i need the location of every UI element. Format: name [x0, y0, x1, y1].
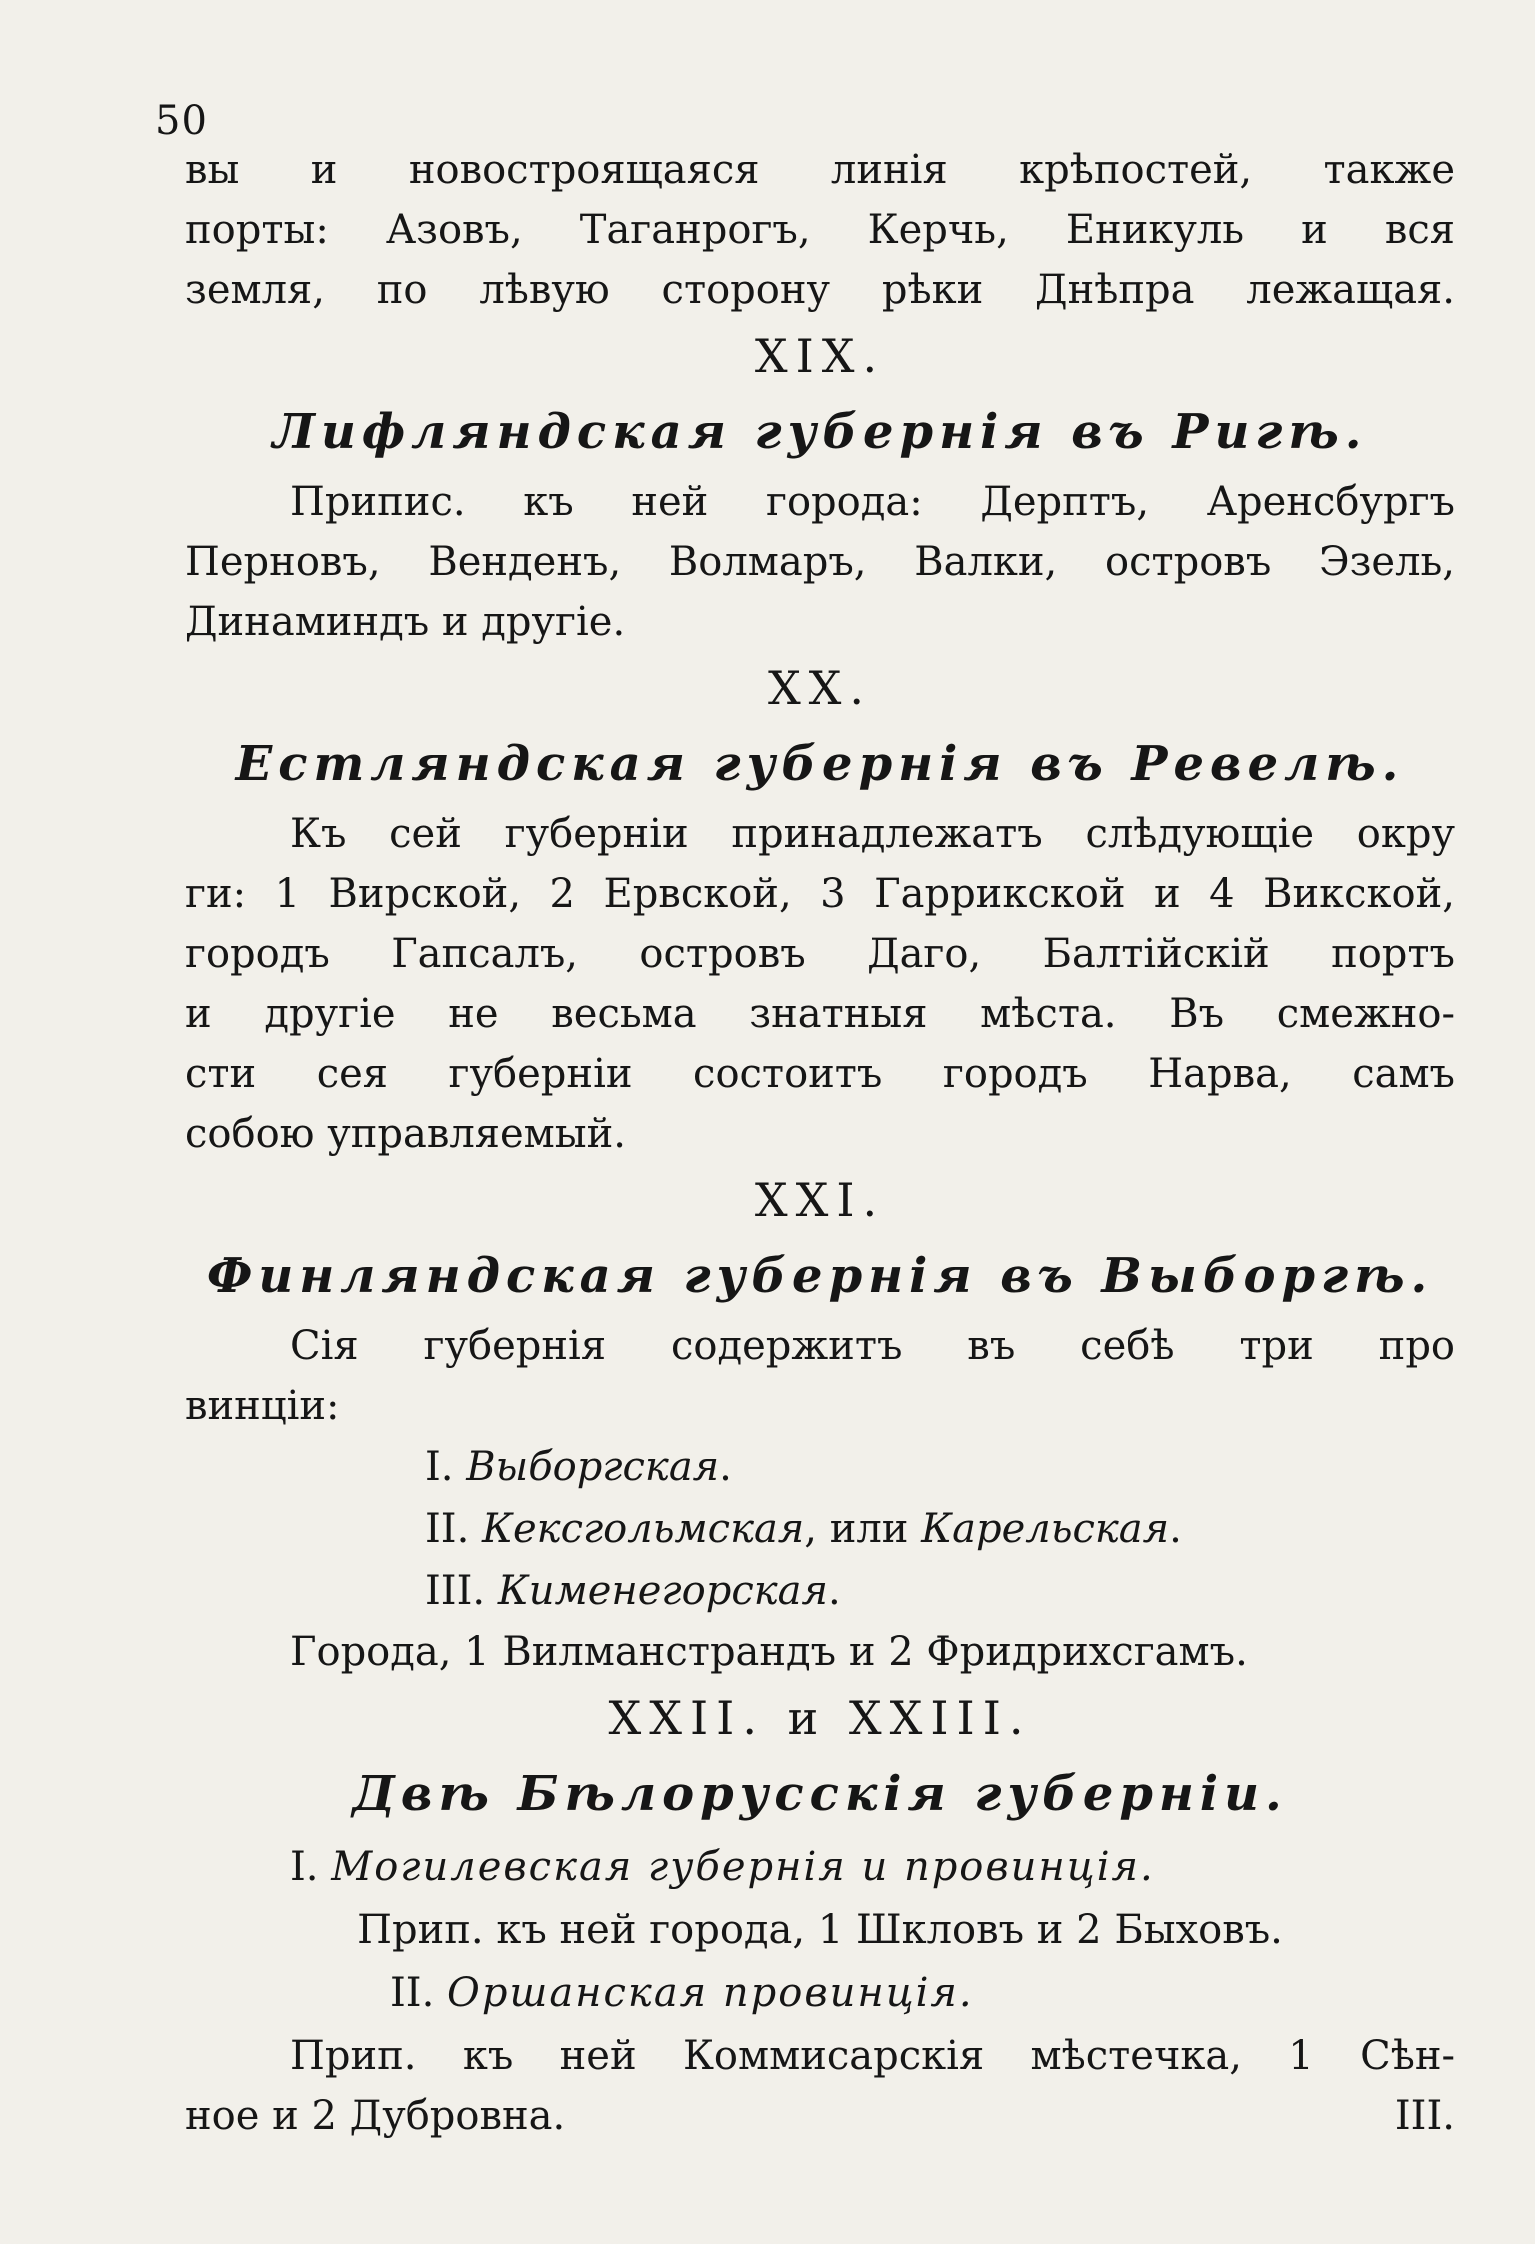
section-xix-line-3: Динаминдъ и другіе. [185, 599, 626, 645]
section-xix-line-1: Припис. къ ней города: Дерптъ, Аренсбургъ [290, 479, 1455, 525]
section-xx-line-4: и другіе не весьма знатныя мѣста. Въ смежно- [185, 991, 1455, 1037]
province-3-rest: . [827, 1568, 841, 1614]
page-text [185, 140, 1455, 2146]
section-xx-line-1: Къ сей губерніи принадлежатъ слѣдующіе окру [290, 811, 1455, 857]
subsection-2-name: Оршанская провинція. [447, 1970, 974, 2016]
province-2-alt-name: Карельская [921, 1506, 1170, 1552]
section-xxi-towns: Города, 1 Вилманстрандъ и 2 Фридрихсгамъ. [290, 1629, 1248, 1675]
section-xix-line-2: Перновъ, Венденъ, Волмаръ, Валки, островъ Эзель, [185, 539, 1455, 585]
page-number: 50 [155, 98, 208, 144]
section-xxi-line-1: Сія губернія содержитъ въ себѣ три про [290, 1323, 1455, 1369]
province-1-rest: . [719, 1444, 732, 1490]
subsection-1-title [185, 1834, 1455, 1900]
province-1-name: Выборгская [466, 1444, 720, 1490]
subsection-2-title [185, 1960, 1455, 2026]
section-xxii-title: Двѣ Бѣлорусскія губерніи. [352, 1766, 1288, 1822]
subsection-1-line: Прип. къ ней города, 1 Шкловъ и 2 Быховъ. [357, 1907, 1283, 1953]
section-xxi-number: XXI. [754, 1173, 886, 1227]
province-2 [185, 1498, 1455, 1560]
subsection-2-line-2: ное и 2 Дубровна. [185, 2093, 566, 2139]
section-xx-title: Естляндская губернія въ Ревелѣ. [235, 736, 1405, 792]
section-xx-number: XX. [767, 661, 873, 715]
section-xx-line-3: городъ Гапсалъ, островъ Даго, Балтійскій портъ [185, 931, 1455, 977]
catchword: III. [1394, 2093, 1455, 2139]
province-1-number: I. [425, 1444, 454, 1490]
intro-line-3: земля, по лѣвую сторону рѣки Днѣпра лежащая. [185, 267, 1455, 313]
last-line [185, 2086, 1455, 2146]
subsection-1-name: Могилевская губернія [331, 1844, 847, 1890]
province-2-rest2: . [1169, 1506, 1182, 1552]
section-xx-line-2: ги: 1 Вирской, 2 Ервской, 3 Гаррикской и 4 Викской, [185, 871, 1455, 917]
intro-line-2: порты: Азовъ, Таганрогъ, Керчь, Еникуль и вся [185, 207, 1455, 253]
subsection-2-line-1: Прип. къ ней Коммисарскія мѣстечка, 1 Сѣн- [290, 2033, 1455, 2079]
section-xxi-line-2: винціи: [185, 1383, 340, 1429]
province-2-rest: , или [804, 1506, 922, 1552]
subsection-2-number: II. [390, 1970, 435, 2016]
intro-line-1: вы и новостроящаяся линія крѣпостей, также [185, 147, 1455, 193]
section-xxi-title: Финляндская губернія въ Выборгѣ. [206, 1248, 1434, 1304]
subsection-1-rest: и провинція. [846, 1844, 1155, 1890]
section-xix-number: XIX. [754, 329, 886, 383]
section-xix-title: Лифляндская губернія въ Ригѣ. [272, 404, 1368, 460]
section-xxii-number: XXII. и XXIII. [608, 1691, 1032, 1745]
section-xx-line-6: собою управляемый. [185, 1111, 626, 1157]
subsection-1-number: I. [290, 1844, 319, 1890]
province-1 [185, 1436, 1455, 1498]
province-3 [185, 1560, 1455, 1622]
province-3-name: Кименегорская [497, 1568, 828, 1614]
province-3-number: III. [425, 1568, 486, 1614]
province-2-number: II. [425, 1506, 470, 1552]
section-xx-line-5: сти сея губерніи состоитъ городъ Нарва, самъ [185, 1051, 1455, 1097]
province-2-name: Кексгольмская [482, 1506, 805, 1552]
